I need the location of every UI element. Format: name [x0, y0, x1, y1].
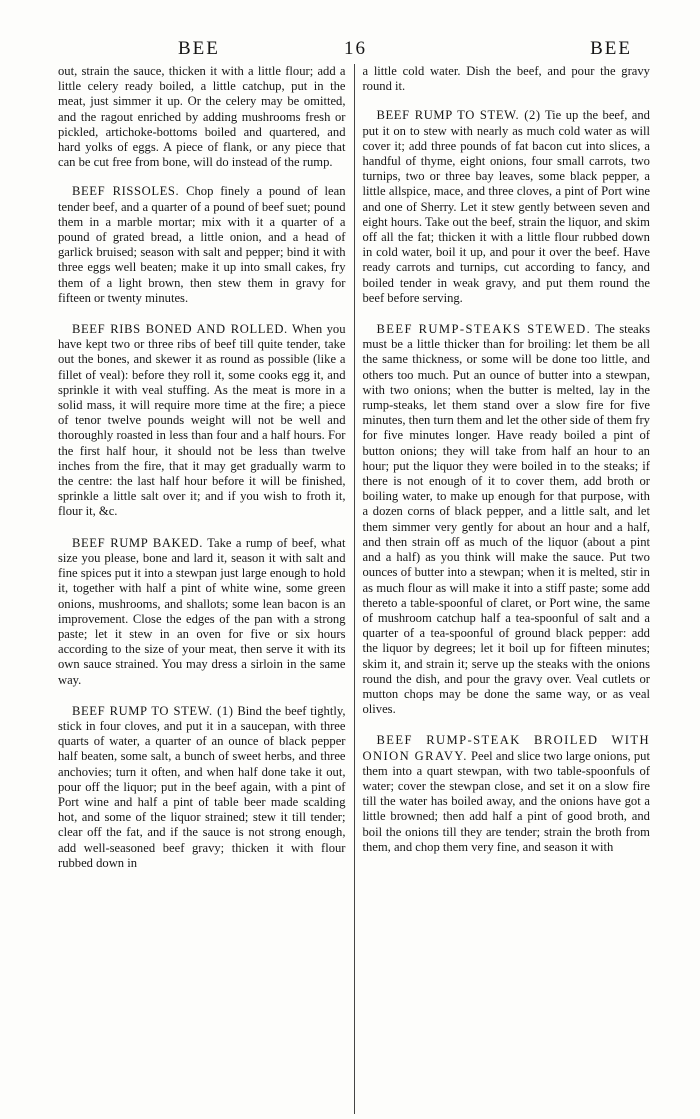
- recipe-body: Peel and slice two large onions, put them into a quart stewpan, with two table-spoonfuls of water; cover the stewpan close, and set it on a slow fire till the water has boiled away, and the onions have got a little browned; then add half a pint of good broth, and boil the onions till they are tender; strain the broth from them, and chop them very fine, and season it with: [362, 748, 650, 854]
- recipe-beef-rump-steak-broiled: [362, 733, 650, 855]
- column-divider: [354, 64, 355, 1114]
- recipe-beef-rump-baked: [58, 536, 346, 688]
- recipe-body: When you have kept two or three ribs of beef till quite tender, take out the bones, and skewer it as round as possible (like a fillet of veal): before they roll it, some cooks egg it, and sprinkle it with veal stuffing. As the meat is more in a solid mass, it will require more time at the fire; a piece of tenor twelve pounds weight will not be well and thoroughly roasted in less than four and a half hours. For the first half hour, it should not be less than twelve inches from the fire, that it may get gradually warm to the centre: the last half hour before it will be finished, sprinkle a little salt over it; and if you wish to froth it, flour it, &c.: [58, 322, 346, 519]
- right-column: [362, 64, 650, 871]
- recipe-body: Chop finely a pound of lean tender beef, and a quarter of a pound of beef suet; pound them in a marble mortar; mix with it a quarter of a pound of grated bread, a little onion, and a head of garlick bruised; season with salt and pepper; bind it with three eggs well beaten; make it up into small cakes, fry them of a light brown, then stew them in gravy for fifteen or twenty minutes.: [58, 184, 346, 305]
- recipe-title: BEEF RUMP BAKED.: [72, 535, 203, 550]
- recipe-title: BEEF RUMP-STEAK BROILED WITH ONION GRAVY.: [362, 733, 650, 763]
- recipe-beef-rump-steaks-stewed: [362, 322, 650, 717]
- recipe-beef-rump-stew-2: [362, 108, 650, 306]
- recipe-title: BEEF RUMP TO STEW. (1): [72, 703, 234, 718]
- text-columns: [58, 64, 650, 1114]
- recipe-beef-rissoles: [58, 184, 346, 306]
- recipe-body: Take a rump of beef, what size you please, bone and lard it, season it with salt and fine spices put it into a stewpan just large enough to hold it, together with half a pint of white wine, some green onions, mushrooms, and shallots; some lean bacon is an improvement. Close the edges of the pan with a strong paste; let it stew in an oven for five or six hours according to the size of your meat, then serve it with its own sauce strained. You may dress a sirloin in the same way.: [58, 535, 346, 687]
- recipe-body: Bind the beef tightly, stick in four cloves, and put it in a saucepan, with three quarts of water, a quarter of an ounce of black pepper half beaten, some salt, a bunch of sweet herbs, and three anchovies; turn it often, and when half done take it out, pour off the liquor; put in the beef again, with a pint of Port wine and half a pint of table beer made scalding hot, and some of the liquor strained; stew it till tender; clear off the fat, and if the sauce is not strong enough, add well-seasoned beef gravy; thicken it with flour rubbed down in: [58, 703, 346, 870]
- recipe-title: BEEF RUMP-STEAKS STEWED.: [376, 322, 592, 337]
- continued-text: out, strain the sauce, thicken it with a little flour; add a little celery ready boiled, a little catchup, put in the meat, just simmer it up. Or the celery may be omitted, and the ragout enriched by adding mushrooms fresh or pickled, artichoke-bottoms boiled and quartered, and hard yolks of eggs. A piece of flank, or any piece that can be cut free from bone, will do instead of the rump.: [58, 64, 346, 170]
- recipe-body: The steaks must be a little thicker than for broiling: let them be all the same thickness, or some will be done too little, and others too much. Put an ounce of butter into a stewpan, with two onions; when the butter is melted, lay in the rump-steaks, let them stand over a slow fire for five minutes, then turn them and let the other side of them fry for five minutes longer. Have ready boiled a pint of button onions; they will take from half an hour to an hour; put the liquor they were boiled in to the steaks; if there is not enough of it to cover them, add broth or boiling water, to make up enough for that purpose, with a dozen corns of black pepper, and a little salt, and let them simmer very gently for about an hour and a half, and then strain off as much of the liquor (about a pint and a half) as you think will make the sauce. Put two ounces of butter into a stewpan; when it is melted, stir in as much flour as will make it into a stiff paste; some add thereto a table-spoonful of claret, or Port wine, the same of mushroom catchup half a tea-spoonful of salt and a quarter of a tea-spoonful of ground black pepper: add the liquor by degrees; let it boil up for fifteen minutes; skim it, and strain it; serve up the steaks with the onions round the dish, and pour the gravy over. Veal cutlets or mutton chops may be done the same way, or as veal olives.: [362, 322, 650, 717]
- left-column: [58, 64, 346, 887]
- recipe-beef-ribs-boned-rolled: [58, 322, 346, 520]
- continued-text: a little cold water. Dish the beef, and pour the gravy round it.: [362, 64, 650, 94]
- recipe-title: BEEF RISSOLES.: [72, 184, 180, 199]
- recipe-title: BEEF RIBS BONED AND ROLLED.: [72, 322, 288, 337]
- recipe-body: Tie up the beef, and put it on to stew with nearly as much cold water as will cover it; add three pounds of fat bacon cut into slices, a handful of thyme, eight onions, four small carrots, two turnips, two or three bay leaves, some black pepper, a little allspice, mace, and three cloves, a pint of Port wine and one of Sherry. Let it stew gently between seven and eight hours. Take out the beef, strain the liquor, and skim off all the fat; thicken it with a little flour rubbed down in cold water, boil it up, and pour it over the beef. Have ready carrots and turnips, cut according to fancy, and boiled tender in weak gravy, and put them round the beef before serving.: [362, 108, 650, 305]
- recipe-title: BEEF RUMP TO STEW. (2): [376, 108, 541, 123]
- recipe-beef-rump-stew-1: [58, 704, 346, 871]
- running-head: [58, 38, 650, 64]
- page-number: 16: [344, 38, 367, 59]
- running-head-left: BEE: [178, 38, 220, 59]
- running-head-right: BEE: [590, 38, 632, 59]
